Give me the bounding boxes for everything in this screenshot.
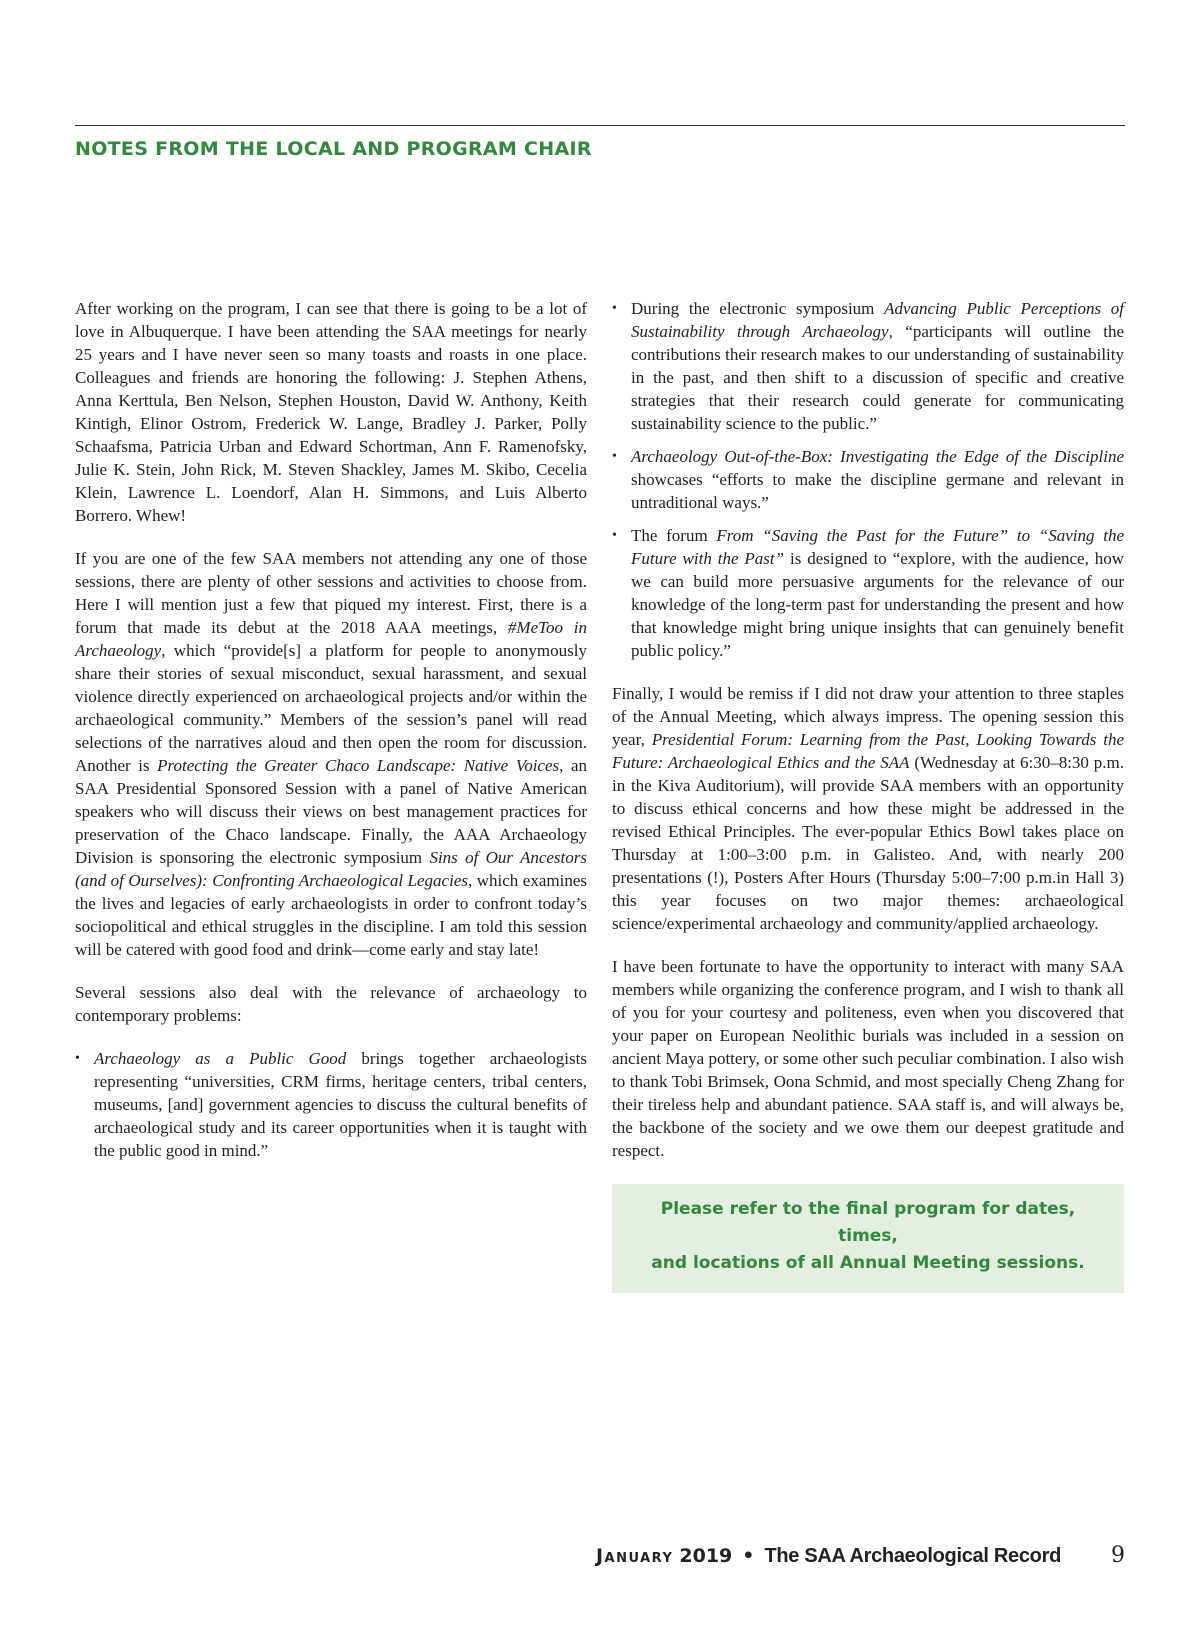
- session-list: [612, 297, 1124, 662]
- session-title: From “Saving the Past for the Future” to “Saving the Future with the Past”: [631, 526, 1124, 568]
- page-number: 9: [1111, 1543, 1125, 1568]
- session-title: Archaeology as a Public Good: [94, 1049, 347, 1068]
- paragraph-text: , which “provide[s] a platform for people to anonymously share their stories of sexual misconduct, sexual harassment, and sexual violence directly experienced on archaeological projects and/or within the archaeological community.” Members of the session’s panel will read selections of the narratives aloud and then open the room for discussion. Another is: [75, 641, 587, 775]
- session-list: [75, 1047, 587, 1162]
- list-item: [612, 524, 1124, 662]
- list-item: [612, 445, 1124, 514]
- page-footer: [596, 1543, 1125, 1568]
- callout-line: Please refer to the final program for dates, times,: [660, 1199, 1076, 1246]
- left-column: [75, 297, 587, 1182]
- footer-separator: •: [742, 1545, 755, 1567]
- paragraph-thanks: I have been fortunate to have the opportunity to interact with many SAA members while organizing the conference program, and I wish to thank all of you for your courtesy and politeness, even when you discovered that your paper on European Neolithic burials was included in a session on ancient Maya pottery, or some other such peculiar combination. I also wish to thank Tobi Brimsek, Oona Schmid, and most specially Cheng Zhang for their tireless help and abundant patience. SAA staff is, and will always be, the backbone of the society and we owe them our deepest gratitude and respect.: [612, 957, 1124, 1160]
- paragraph-text: , which examines the lives and legacies of early archaeologists in order to confront today’s sociopolitical and ethical struggles in the discipline. I am told this session will be catered with good food and drink—come early and stay late!: [75, 871, 587, 959]
- paragraph-text: , an SAA Presidential Sponsored Session with a panel of Native American speakers who will discuss their views on best management practices for preservation of the Chaco landscape. Finally, the AAA Archaeology Division is sponsoring the electronic symposium: [75, 756, 587, 867]
- list-item-text: During the electronic symposium: [631, 299, 885, 318]
- session-title: Protecting the Greater Chaco Landscape: Native Voices: [157, 756, 560, 775]
- callout-box: [612, 1184, 1124, 1293]
- session-title: #MeToo in Archaeology: [75, 618, 587, 660]
- journal-title: The SAA Archaeological Record: [764, 1545, 1061, 1567]
- list-item: [75, 1047, 587, 1162]
- paragraph-relevance: Several sessions also deal with the relevance of archaeology to contemporary problems:: [75, 983, 587, 1025]
- list-item-text: showcases “efforts to make the discipline germane and relevant in untraditional ways.”: [631, 470, 1124, 512]
- list-item: [612, 297, 1124, 435]
- section-title: NOTES FROM THE LOCAL AND PROGRAM CHAIR: [75, 138, 592, 160]
- paragraph-honorees: After working on the program, I can see that there is going to be a lot of love in Albuquerque. I have been attending the SAA meetings for nearly 25 years and I have never seen so many toasts and roasts in one place. Colleagues and friends are honoring the following: J. Stephen Athens, Anna Kerttula, Ben Nelson, Stephen Houston, David W. Anthony, Keith Kintigh, Elinor Ostrom, Frederick W. Lange, Bradley J. Parker, Polly Schaafsma, Patricia Urban and Edward Schortman, Ann F. Ramenofsky, Julie K. Stein, John Rick, M. Steven Shackley, James M. Skibo, Cecelia Klein, Lawrence L. Loendorf, Alan H. Simmons, and Luis Alberto Borrero. Whew!: [75, 299, 587, 525]
- paragraph-text: (Wednesday at 6:30–8:30 p.m. in the Kiva Auditorium), will provide SAA members with an opportunity to discuss ethical concerns and how these might be addressed in the revised Ethical Principles. The ever-popular Ethics Bowl takes place on Thursday at 1:00–3:00 p.m. in Galisteo. And, with nearly 200 presentations (!), Posters After Hours (Thursday 5:00–7:00 p.m.in Hall 3) this year focuses on two major themes: archaeological science/experimental archaeology and community/applied archaeology.: [612, 753, 1124, 933]
- right-column: [612, 297, 1124, 1293]
- list-item-text: is designed to “explore, with the audience, how we can build more persuasive arguments for the relevance of our knowledge of the long-term past for understanding the present and how that knowledge might bring unique insights that can genuinely benefit public policy.”: [631, 549, 1125, 660]
- session-title: Presidential Forum: Learning from the Past, Looking Towards the Future: Archaeological Ethics and the SAA: [612, 730, 1124, 772]
- footer-month: January: [595, 1545, 674, 1567]
- paragraph-text: If you are one of the few SAA members not attending any one of those sessions, there are plenty of other sessions and activities to choose from. Here I will mention just a few that piqued my interest. First, there is a forum that made its debut at the 2018 AAA meetings,: [75, 549, 587, 637]
- list-item-text: , “participants will outline the contributions their research makes to our understanding of sustainability in the past, and then shift to a discussion of specific and creative strategies that their research could generate for communicating sustainability science to the public.”: [631, 322, 1124, 433]
- paragraph-text: Finally, I would be remiss if I did not draw your attention to three staples of the Annual Meeting, which always impress. The opening session this year,: [612, 684, 1124, 749]
- paragraph-staples: [612, 682, 1124, 935]
- paragraph-sessions: [75, 547, 587, 961]
- list-item-text: The forum: [631, 526, 717, 545]
- session-title: Advancing Public Perceptions of Sustainability through Archaeology: [631, 299, 1124, 341]
- session-title: Sins of Our Ancestors (and of Ourselves): Confronting Archaeological Legacies: [75, 848, 587, 890]
- footer-year: 2019: [679, 1545, 733, 1567]
- session-title: Archaeology Out-of-the-Box: Investigating the Edge of the Discipline: [631, 447, 1124, 466]
- list-item-text: brings together archaeologists representing “universities, CRM firms, heritage centers, tribal centers, museums, [and] government agencies to discuss the cultural benefits of archaeological study and its career opportunities when it is taught with the public good in mind.”: [94, 1049, 587, 1160]
- callout-line: and locations of all Annual Meeting sessions.: [651, 1253, 1085, 1273]
- top-rule: [75, 125, 1125, 126]
